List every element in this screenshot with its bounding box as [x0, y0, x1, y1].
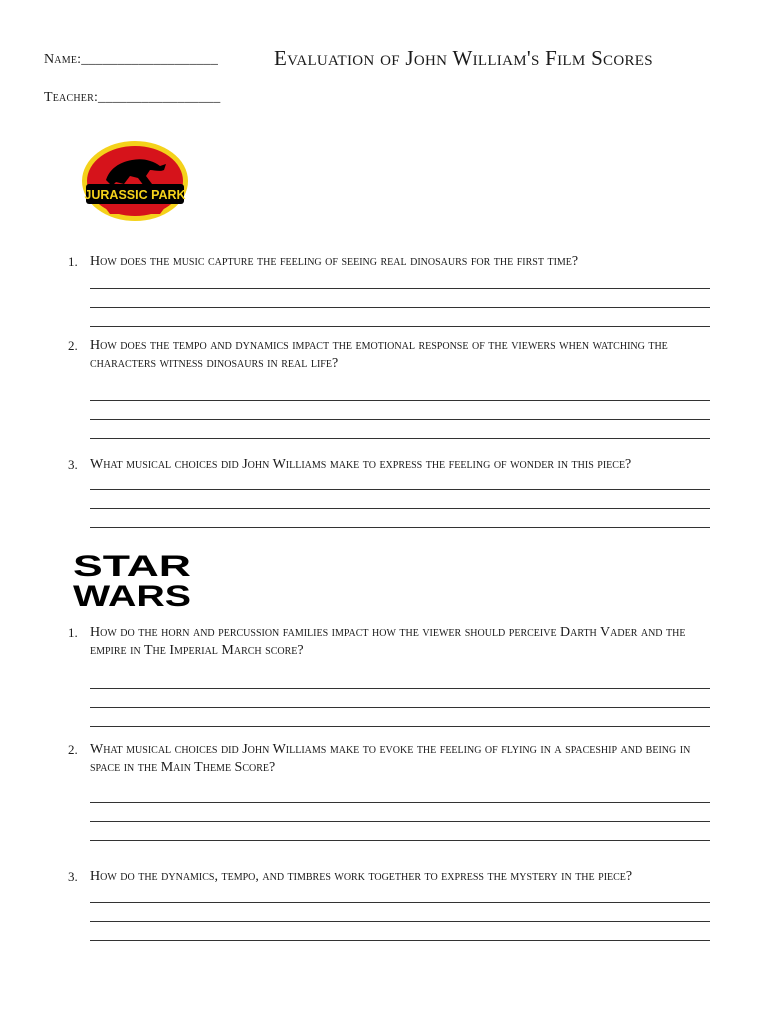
answer-line[interactable]	[90, 527, 710, 528]
question-number: 2.	[68, 338, 78, 353]
answer-line[interactable]	[90, 707, 710, 708]
answer-line[interactable]	[90, 921, 710, 922]
logo-line-2: WARS	[73, 580, 191, 610]
answer-line[interactable]	[90, 438, 710, 439]
question-number: 3.	[68, 869, 78, 884]
question-jp-1	[68, 253, 714, 271]
answer-line[interactable]	[90, 902, 710, 903]
question-text: How does the music capture the feeling of seeing real dinosaurs for the first time?	[90, 254, 579, 269]
answer-line[interactable]	[90, 288, 710, 289]
name-field[interactable]: Name:___________________	[44, 52, 219, 67]
question-text: What musical choices did John Williams make to evoke the feeling of flying in a spaceship and being in space in the Main Theme Score?	[90, 742, 691, 775]
question-text: What musical choices did John Williams make to express the feeling of wonder in this piece?	[90, 457, 632, 472]
answer-line[interactable]	[90, 802, 710, 803]
teacher-field[interactable]: Teacher:_________________	[44, 90, 221, 105]
answer-line[interactable]	[90, 726, 710, 727]
answer-lines-sw-1[interactable]	[90, 688, 710, 745]
answer-line[interactable]	[90, 307, 710, 308]
question-number: 1.	[68, 625, 78, 640]
answer-line[interactable]	[90, 508, 710, 509]
logo-line-1: STAR	[73, 550, 192, 583]
question-jp-2	[68, 337, 714, 373]
answer-line[interactable]	[90, 489, 710, 490]
question-number: 3.	[68, 457, 78, 472]
answer-line[interactable]	[90, 688, 710, 689]
answer-line[interactable]	[90, 400, 710, 401]
logo-base	[104, 206, 166, 214]
question-text: How do the dynamics, tempo, and timbres work together to express the mystery in the piece?	[90, 869, 633, 884]
answer-line[interactable]	[90, 326, 710, 327]
question-text: How do the horn and percussion families impact how the viewer should perceive Darth Vader and the empire in The Imperial March score?	[90, 625, 686, 658]
answer-line[interactable]	[90, 840, 710, 841]
answer-line[interactable]	[90, 419, 710, 420]
question-number: 1.	[68, 254, 78, 269]
logo-text: JURASSIC PARK	[84, 188, 186, 202]
answer-lines-jp-3[interactable]	[90, 489, 710, 546]
star-wars-logo	[70, 548, 194, 610]
question-sw-3	[68, 868, 714, 886]
answer-line[interactable]	[90, 940, 710, 941]
question-sw-1	[68, 624, 714, 660]
answer-lines-jp-2[interactable]	[90, 400, 710, 457]
answer-lines-sw-3[interactable]	[90, 902, 710, 959]
answer-lines-sw-2[interactable]	[90, 802, 710, 859]
question-jp-3	[68, 456, 714, 474]
page-title: Evaluation of John William's Film Scores	[274, 46, 653, 70]
logo-disc	[87, 146, 183, 216]
jurassic-park-logo	[80, 140, 190, 222]
question-number: 2.	[68, 742, 78, 757]
question-text: How does the tempo and dynamics impact the emotional response of the viewers when watching the characters witness dinosaurs in real life?	[90, 338, 668, 371]
question-sw-2	[68, 741, 714, 777]
answer-line[interactable]	[90, 821, 710, 822]
